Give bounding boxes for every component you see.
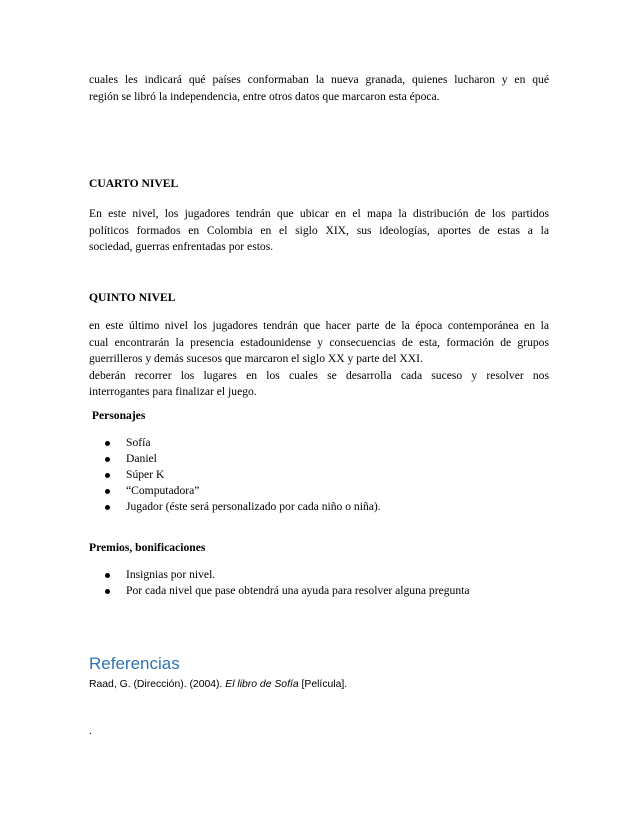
intro-paragraph — [89, 72, 549, 105]
bullet-icon — [105, 489, 110, 494]
cuarto-line-1: En este nivel, los jugadores tendrán que ubicar en el mapa la distribución de los partidos — [89, 207, 549, 220]
personaje-name: Jugador (éste será personalizado por cada niño o niña). — [126, 500, 381, 513]
list-item — [89, 435, 381, 451]
list-item — [89, 499, 381, 515]
list-item — [89, 451, 381, 467]
cuarto-nivel-paragraph — [89, 206, 549, 256]
cuarto-nivel-heading: CUARTO NIVEL — [89, 177, 179, 190]
list-item — [89, 483, 381, 499]
bullet-icon — [105, 505, 110, 510]
quinto-nivel-heading: QUINTO NIVEL — [89, 291, 176, 304]
personajes-heading: Personajes — [89, 409, 146, 422]
bullet-icon — [105, 457, 110, 462]
personaje-name: Daniel — [126, 452, 157, 465]
quinto-line-1: en este último nivel los jugadores tendrán que hacer parte de la época contemporánea en la — [89, 319, 549, 332]
list-item — [89, 567, 469, 583]
reference-prefix: Raad, G. (Dirección). (2004). — [89, 679, 226, 690]
reference-suffix: [Película]. — [298, 679, 348, 690]
quinto-nivel-paragraph — [89, 318, 549, 401]
reference-title: El libro de Sofía — [225, 679, 299, 690]
quinto-line-5: interrogantes para finalizar el juego. — [89, 385, 257, 398]
bullet-icon — [105, 441, 110, 446]
cuarto-line-2: políticos formados en Colombia en el siglo XIX, sus ideologías, aportes de estas a la — [89, 223, 549, 237]
bullet-icon — [105, 473, 110, 478]
premio-text: Por cada nivel que pase obtendrá una ayuda para resolver alguna pregunta — [126, 584, 470, 597]
list-item — [89, 467, 381, 483]
intro-line-1: cuales les indicará qué países conformaban la nueva granada, quienes lucharon y en qué — [89, 73, 549, 86]
premios-heading: Premios, bonificaciones — [89, 541, 206, 554]
cuarto-line-3: sociedad, guerras enfrentadas por estos. — [89, 240, 274, 253]
premios-list — [89, 567, 469, 599]
quinto-line-4: deberán recorrer los lugares en los cuales se desarrolla cada suceso y resolver nos — [89, 368, 549, 382]
list-item — [89, 583, 469, 599]
bullet-icon — [105, 573, 110, 578]
quinto-line-2: cual encontrarán la presencia estadounidense y consecuencias de esta, formación de grupos — [89, 335, 549, 349]
referencias-heading: Referencias — [89, 654, 180, 673]
final-period: . — [89, 724, 92, 737]
personajes-list — [89, 435, 381, 515]
personaje-name: Súper K — [126, 468, 165, 481]
personaje-name: “Computadora” — [126, 484, 200, 497]
bullet-icon — [105, 589, 110, 594]
intro-line-2: región se libró la independencia, entre otros datos que marcaron esta época. — [89, 89, 440, 103]
personaje-name: Sofía — [126, 436, 151, 449]
reference-entry — [89, 678, 347, 692]
quinto-line-3: guerrilleros y demás sucesos que marcaron el siglo XX y parte del XXI. — [89, 352, 423, 365]
premio-text: Insignias por nivel. — [126, 568, 216, 581]
